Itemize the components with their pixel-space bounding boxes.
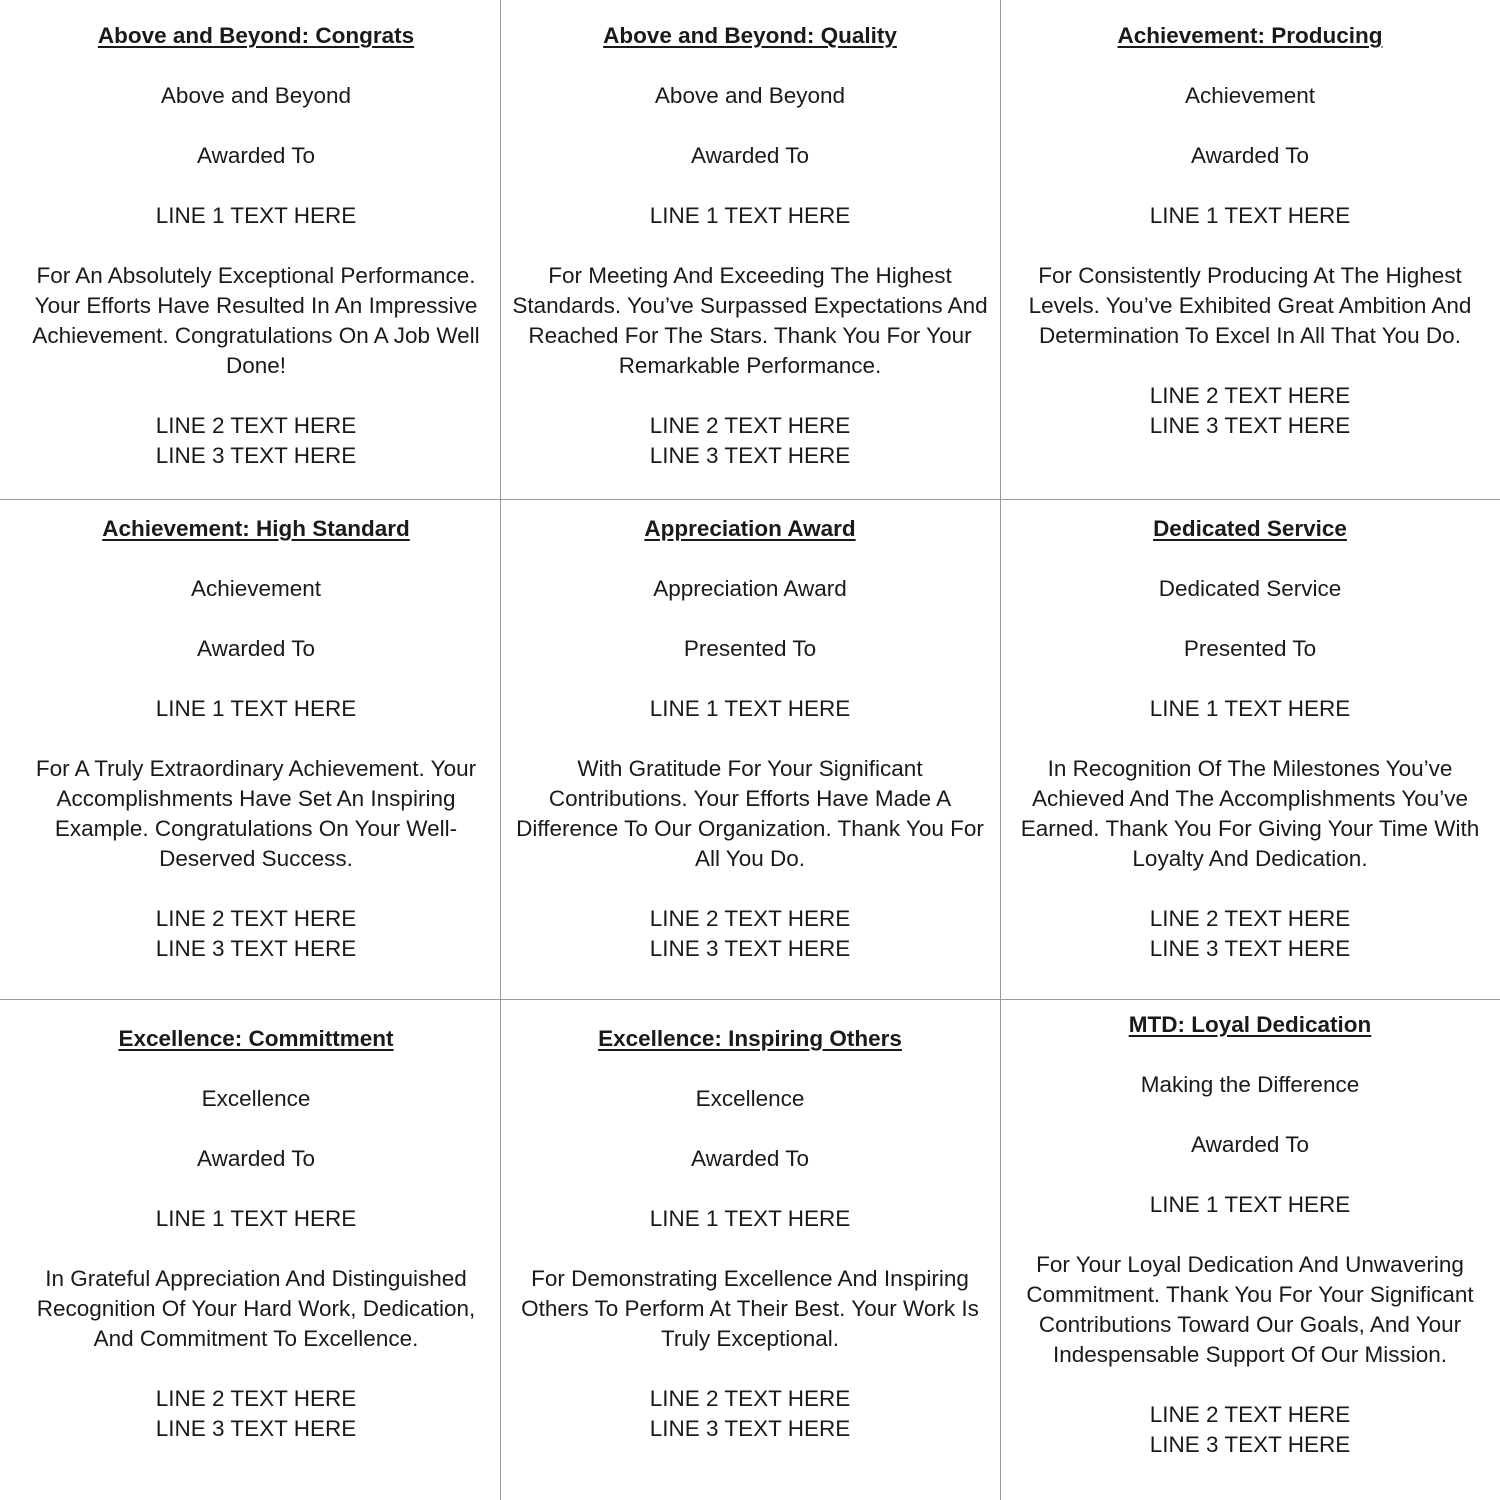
card-line-2: LINE 2 TEXT HERE bbox=[155, 906, 357, 931]
row-divider-2 bbox=[0, 999, 1500, 1000]
card-award-line: Awarded To bbox=[1190, 1132, 1309, 1157]
card-heading: Above and Beyond bbox=[160, 83, 352, 108]
row-divider-1 bbox=[0, 499, 1500, 500]
award-card-above-beyond-congrats bbox=[6, 21, 506, 471]
card-award-line: Awarded To bbox=[196, 636, 315, 661]
card-line-2: LINE 2 TEXT HERE bbox=[649, 906, 851, 931]
award-card-achievement-high-standard bbox=[6, 514, 506, 964]
card-line-2: LINE 2 TEXT HERE bbox=[1149, 383, 1351, 408]
card-line-1: LINE 1 TEXT HERE bbox=[155, 1206, 357, 1231]
card-title: Excellence: Inspiring Others bbox=[598, 1026, 902, 1051]
card-title: Excellence: Committment bbox=[118, 1026, 394, 1051]
card-line-2: LINE 2 TEXT HERE bbox=[649, 413, 851, 438]
card-title: Appreciation Award bbox=[644, 516, 856, 541]
card-award-line: Awarded To bbox=[690, 1146, 809, 1171]
card-line-3: LINE 3 TEXT HERE bbox=[649, 443, 851, 468]
card-line-1: LINE 1 TEXT HERE bbox=[649, 203, 851, 228]
card-line-1: LINE 1 TEXT HERE bbox=[1149, 203, 1351, 228]
card-line-3: LINE 3 TEXT HERE bbox=[1149, 1432, 1351, 1457]
card-heading: Dedicated Service bbox=[1158, 576, 1342, 601]
card-title: Dedicated Service bbox=[1153, 516, 1347, 541]
card-description: With Gratitude For Your Significant Contributions. Your Efforts Have Made A Difference To Our Organization. Thank You For All You Do. bbox=[516, 756, 984, 871]
card-description: For Demonstrating Excellence And Inspiring Others To Perform At Their Best. Your Work Is Truly Exceptional. bbox=[521, 1266, 979, 1351]
card-line-2: LINE 2 TEXT HERE bbox=[649, 1386, 851, 1411]
card-line-3: LINE 3 TEXT HERE bbox=[155, 936, 357, 961]
award-card-dedicated-service bbox=[1000, 514, 1500, 964]
card-line-2: LINE 2 TEXT HERE bbox=[155, 1386, 357, 1411]
card-title: MTD: Loyal Dedication bbox=[1128, 1012, 1372, 1037]
card-title: Achievement: High Standard bbox=[102, 516, 410, 541]
card-description: In Recognition Of The Milestones You’ve Achieved And The Accomplishments You’ve Earned. Thank You For Giving Your Time With Loyalty And Dedication. bbox=[1020, 756, 1480, 871]
card-line-1: LINE 1 TEXT HERE bbox=[155, 696, 357, 721]
award-card-mtd-loyal-dedication bbox=[1000, 1010, 1500, 1460]
card-heading: Achievement bbox=[190, 576, 322, 601]
card-line-3: LINE 3 TEXT HERE bbox=[1149, 413, 1351, 438]
card-line-3: LINE 3 TEXT HERE bbox=[155, 443, 357, 468]
card-line-2: LINE 2 TEXT HERE bbox=[1149, 1402, 1351, 1427]
card-title: Above and Beyond: Congrats bbox=[97, 23, 415, 48]
card-award-line: Presented To bbox=[1183, 636, 1317, 661]
card-description: In Grateful Appreciation And Distinguished Recognition Of Your Hard Work, Dedication, And Commitment To Excellence. bbox=[36, 1266, 476, 1351]
card-line-1: LINE 1 TEXT HERE bbox=[1149, 1192, 1351, 1217]
award-card-appreciation-award bbox=[500, 514, 1000, 964]
card-description: For An Absolutely Exceptional Performance. Your Efforts Have Resulted In An Impressive Achievement. Congratulations On A Job Well Done! bbox=[32, 263, 480, 378]
card-heading: Appreciation Award bbox=[653, 576, 847, 601]
card-line-1: LINE 1 TEXT HERE bbox=[649, 696, 851, 721]
card-line-3: LINE 3 TEXT HERE bbox=[649, 1416, 851, 1441]
card-award-line: Awarded To bbox=[690, 143, 809, 168]
card-description: For Your Loyal Dedication And Unwavering Commitment. Thank You For Your Significant Contributions Toward Our Goals, And Your Indespensable Support Of Our Mission. bbox=[1026, 1252, 1474, 1367]
card-award-line: Awarded To bbox=[196, 143, 315, 168]
card-title: Above and Beyond: Quality bbox=[603, 23, 897, 48]
card-line-1: LINE 1 TEXT HERE bbox=[155, 203, 357, 228]
award-card-above-beyond-quality bbox=[500, 21, 1000, 471]
card-line-1: LINE 1 TEXT HERE bbox=[1149, 696, 1351, 721]
card-heading: Excellence bbox=[695, 1086, 805, 1111]
card-award-line: Awarded To bbox=[1190, 143, 1309, 168]
card-line-2: LINE 2 TEXT HERE bbox=[155, 413, 357, 438]
card-line-3: LINE 3 TEXT HERE bbox=[1149, 936, 1351, 961]
award-card-achievement-producing bbox=[1000, 21, 1500, 441]
award-card-excellence-inspiring-others bbox=[500, 1024, 1000, 1444]
card-line-3: LINE 3 TEXT HERE bbox=[155, 1416, 357, 1441]
card-line-3: LINE 3 TEXT HERE bbox=[649, 936, 851, 961]
card-line-1: LINE 1 TEXT HERE bbox=[649, 1206, 851, 1231]
card-award-line: Awarded To bbox=[196, 1146, 315, 1171]
card-description: For A Truly Extraordinary Achievement. Your Accomplishments Have Set An Inspiring Example. Congratulations On Your Well-Deserved Success. bbox=[35, 756, 477, 871]
card-heading: Achievement bbox=[1184, 83, 1316, 108]
card-award-line: Presented To bbox=[683, 636, 817, 661]
card-heading: Above and Beyond bbox=[654, 83, 846, 108]
award-card-excellence-committment bbox=[6, 1024, 506, 1444]
card-description: For Consistently Producing At The Highest Levels. You’ve Exhibited Great Ambition And Determination To Excel In All That You Do. bbox=[1028, 263, 1472, 348]
card-title: Achievement: Producing bbox=[1117, 23, 1383, 48]
card-heading: Excellence bbox=[201, 1086, 311, 1111]
card-line-2: LINE 2 TEXT HERE bbox=[1149, 906, 1351, 931]
card-heading: Making the Difference bbox=[1140, 1072, 1360, 1097]
card-description: For Meeting And Exceeding The Highest Standards. You’ve Surpassed Expectations And Reached For The Stars. Thank You For Your Remarkable Performance. bbox=[512, 263, 988, 378]
